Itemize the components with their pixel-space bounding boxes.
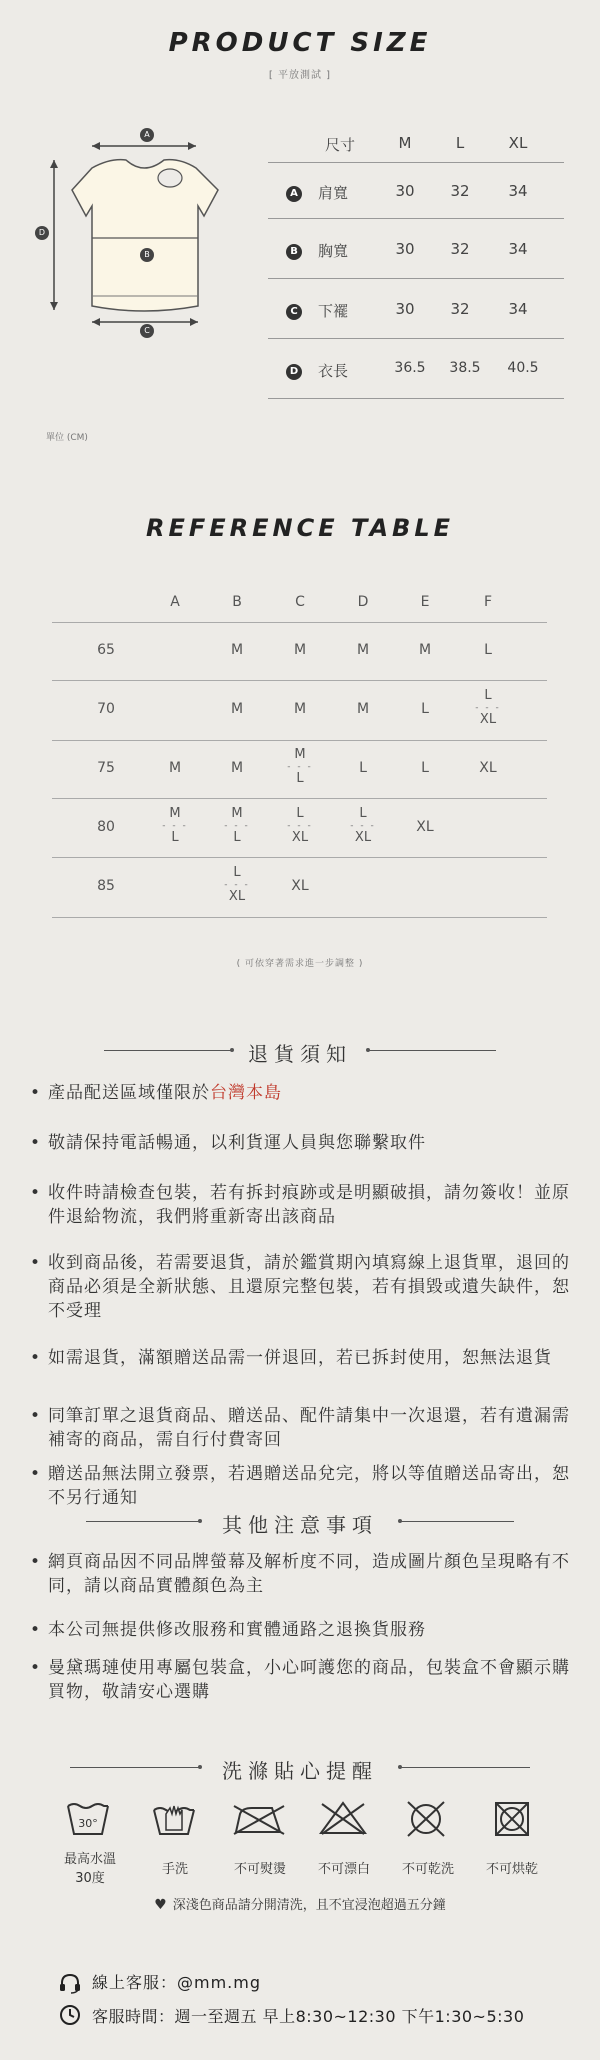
reference-cell: M bbox=[230, 701, 244, 717]
no-iron-icon bbox=[232, 1802, 286, 1836]
clock-icon bbox=[58, 2003, 82, 2027]
service-hours: 客服時間：週一至週五 早上8:30~12:30 下午1:30~5:30 bbox=[92, 2007, 525, 2026]
care-label-hand-wash: 手洗 bbox=[161, 1862, 188, 1877]
reference-cell-split: M - - - L bbox=[224, 805, 250, 845]
service-online[interactable]: 線上客服：@mm.mg bbox=[92, 1973, 262, 1992]
returns-item: • 產品配送區域僅限於台灣本島 bbox=[30, 1083, 282, 1103]
care-label-no-iron: 不可熨燙 bbox=[233, 1862, 286, 1877]
returns-item: • 收件時請檢查包裝，若有拆封痕跡或是明顯破損，請勿簽收！並原件退給物流，我們將重新寄出該商品 bbox=[30, 1183, 570, 1227]
size-header-label: 尺寸 bbox=[324, 136, 355, 154]
diagram-label-a: A bbox=[140, 128, 154, 142]
product-size-title: PRODUCT SIZE bbox=[168, 28, 432, 58]
others-item: • 本公司無提供修改服務和實體通路之退換貨服務 bbox=[30, 1620, 426, 1640]
others-item: • 曼黛瑪璉使用專屬包裝盒，小心呵護您的商品，包裝盒不會顯示購買物，敬請安心選購 bbox=[30, 1658, 570, 1702]
reference-row-label: 75 bbox=[97, 760, 115, 776]
size-row-key-c: C bbox=[286, 300, 302, 320]
wash-30-icon bbox=[66, 1800, 110, 1836]
size-value: 38.5 bbox=[449, 360, 481, 376]
size-row-key-b: B bbox=[286, 240, 302, 260]
reference-cell: M bbox=[293, 701, 307, 717]
size-row-label-b: 胸寬 bbox=[318, 242, 349, 260]
diagram-label-d: D bbox=[35, 226, 49, 240]
returns-item: • 贈送品無法開立發票，若遇贈送品兌完，將以等值贈送品寄出，恕不另行通知 bbox=[30, 1464, 570, 1508]
size-value: 40.5 bbox=[507, 360, 539, 376]
reference-cell: M bbox=[230, 642, 244, 658]
size-value: 30 bbox=[395, 240, 415, 258]
returns-item: • 如需退貨，滿額贈送品需一併退回，若已拆封使用，恕無法退貨 bbox=[30, 1348, 552, 1368]
reference-cell-split: L - - - XL bbox=[287, 805, 313, 845]
reference-cell: XL bbox=[479, 760, 497, 776]
reference-cell: XL bbox=[291, 878, 309, 894]
reference-cell: L bbox=[484, 642, 492, 658]
reference-cell: L bbox=[359, 760, 367, 776]
reference-cell-split: M - - - L bbox=[162, 805, 188, 845]
reference-row-label: 70 bbox=[97, 701, 115, 717]
size-value: 34 bbox=[508, 182, 528, 200]
reference-cell-split: L - - - XL bbox=[475, 688, 501, 727]
others-title: 其他注意事項 bbox=[222, 1513, 378, 1537]
garment-diagram bbox=[30, 120, 220, 340]
reference-note: ( 可依穿著需求進一步調整 ) bbox=[236, 959, 364, 969]
size-value: 32 bbox=[450, 300, 470, 318]
headset-icon bbox=[58, 1972, 82, 1994]
reference-column-header: A bbox=[170, 594, 180, 610]
size-header-m: M bbox=[398, 134, 412, 152]
size-value: 30 bbox=[395, 300, 415, 318]
reference-cell: M bbox=[168, 760, 182, 776]
care-label-no-tumble-dry: 不可烘乾 bbox=[485, 1862, 538, 1877]
care-note: ♥ 深淺色商品請分開清洗，且不宜浸泡超過五分鐘 bbox=[154, 1897, 446, 1913]
size-row-key-d: D bbox=[286, 360, 302, 380]
no-tumble-dry-icon bbox=[493, 1800, 531, 1838]
hand-wash-icon bbox=[152, 1800, 196, 1836]
no-bleach-icon bbox=[318, 1800, 368, 1836]
returns-item: • 敬請保持電話暢通，以利貨運人員與您聯繫取件 bbox=[30, 1133, 426, 1153]
reference-column-header: C bbox=[295, 594, 305, 610]
reference-column-header: D bbox=[357, 594, 369, 610]
reference-cell: M bbox=[356, 701, 370, 717]
reference-cell-split: L - - - XL bbox=[350, 805, 376, 845]
size-value: 34 bbox=[508, 240, 528, 258]
reference-cell: L bbox=[421, 701, 429, 717]
care-label-no-dry-clean: 不可乾洗 bbox=[401, 1862, 454, 1877]
reference-row-label: 85 bbox=[97, 878, 115, 894]
size-row-key-a: A bbox=[286, 182, 302, 202]
reference-cell: M bbox=[418, 642, 432, 658]
size-row-label-a: 肩寬 bbox=[318, 184, 349, 202]
reference-cell: M bbox=[293, 642, 307, 658]
size-value: 34 bbox=[508, 300, 528, 318]
care-label-wash-30: 最高水溫 30度 bbox=[63, 1852, 116, 1886]
heart-icon: ♥ bbox=[154, 1897, 167, 1913]
no-dry-clean-icon bbox=[406, 1800, 446, 1838]
reference-row-label: 65 bbox=[97, 642, 115, 658]
reference-cell: M bbox=[230, 760, 244, 776]
size-value: 36.5 bbox=[394, 360, 426, 376]
care-title: 洗滌貼心提醒 bbox=[222, 1759, 378, 1783]
reference-cell-split: M - - - L bbox=[287, 747, 313, 786]
reference-column-header: B bbox=[232, 594, 242, 610]
reference-column-header: E bbox=[420, 594, 430, 610]
care-label-no-bleach: 不可漂白 bbox=[317, 1862, 370, 1877]
reference-row-label: 80 bbox=[97, 818, 115, 835]
reference-cell: L bbox=[421, 760, 429, 776]
returns-title: 退貨須知 bbox=[248, 1042, 352, 1066]
highlight-text: 台灣本島 bbox=[210, 1083, 282, 1103]
size-value: 30 bbox=[395, 182, 415, 200]
svg-text:30°: 30° bbox=[78, 1817, 98, 1830]
size-row-label-d: 衣長 bbox=[318, 362, 349, 380]
reference-title: REFERENCE TABLE bbox=[145, 514, 455, 542]
reference-cell: M bbox=[356, 642, 370, 658]
diagram-label-b: B bbox=[140, 248, 154, 262]
returns-item: • 收到商品後，若需要退貨，請於鑑賞期內填寫線上退貨單，退回的商品必須是全新狀態、且還原完整包裝，若有損毀或遺失缺件，恕不受理 bbox=[30, 1253, 570, 1321]
size-row-label-c: 下襬 bbox=[318, 302, 349, 320]
reference-column-header: F bbox=[483, 594, 493, 610]
size-value: 32 bbox=[450, 240, 470, 258]
returns-item: • 同筆訂單之退貨商品、贈送品、配件請集中一次退還，若有遺漏需補寄的商品，需自行付費寄回 bbox=[30, 1406, 570, 1450]
size-unit: 單位 (CM) bbox=[46, 433, 88, 443]
reference-cell-split: L - - - XL bbox=[224, 865, 250, 904]
others-item: • 網頁商品因不同品牌螢幕及解析度不同，造成圖片顏色呈現略有不同，請以商品實體顏色為主 bbox=[30, 1552, 570, 1596]
size-value: 32 bbox=[450, 182, 470, 200]
size-header-l: L bbox=[455, 134, 465, 152]
reference-cell: XL bbox=[416, 818, 434, 835]
diagram-label-c: C bbox=[140, 324, 154, 338]
product-size-subtitle: [ 平放測試 ] bbox=[268, 70, 332, 81]
size-header-xl: XL bbox=[508, 134, 528, 152]
